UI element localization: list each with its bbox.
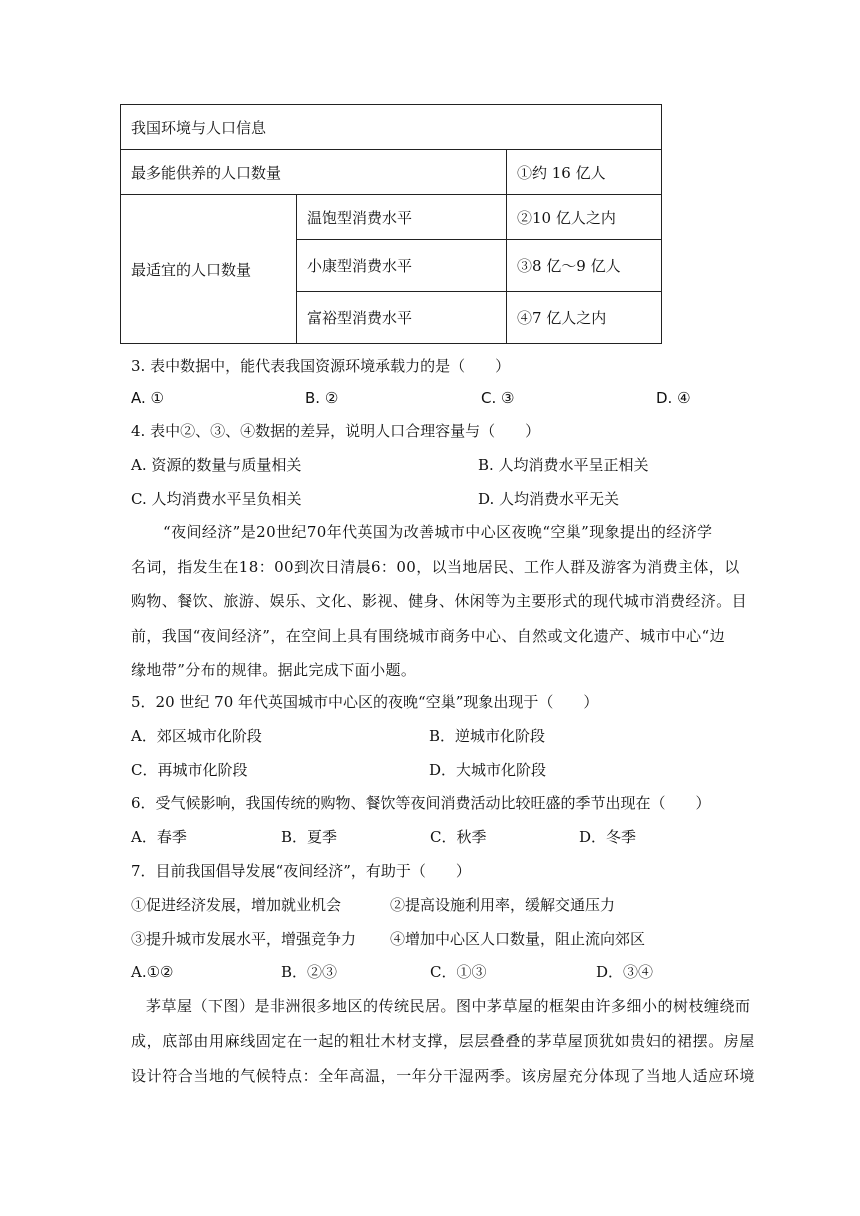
- passage-1-line: 缘地带”分布的规律。据此完成下面小题。: [131, 661, 417, 679]
- q7-option-a: A.①②: [131, 963, 174, 981]
- q4-option-a: A. 资源的数量与质量相关: [131, 456, 302, 474]
- passage-2-line: 茅草屋（下图）是非洲很多地区的传统民居。图中茅草屋的框架由许多细小的树枝缠绕而: [146, 997, 751, 1015]
- passage-1-line: 购物、餐饮、旅游、娱乐、文化、影视、健身、休闲等为主要形式的现代城市消费经济。目: [131, 592, 748, 610]
- q7-item-3: ③提升城市发展水平，增强竞争力: [131, 930, 357, 948]
- q4-option-b: B. 人均消费水平呈正相关: [478, 456, 649, 474]
- passage-1-line: 名词，指发生在18：00到次日清晨6：00，以当地居民、工作人群及游客为消费主体，以: [131, 558, 740, 576]
- q6-option-a: A．春季: [131, 828, 187, 846]
- table-cell-max-label: 最多能供养的人口数量: [121, 150, 507, 195]
- q6-option-b: B．夏季: [281, 828, 338, 846]
- passage-2-line: 设计符合当地的气候特点：全年高温，一年分干湿两季。该房屋充分体现了当地人适应环境: [131, 1067, 756, 1085]
- q3-option-d: D. ④: [656, 389, 691, 407]
- table-cell-level: 富裕型消费水平: [297, 292, 507, 344]
- q3-option-a: A. ①: [131, 389, 164, 407]
- table-cell-max-value: ①约 16 亿人: [507, 150, 662, 195]
- q5-option-c: C．再城市化阶段: [131, 761, 248, 779]
- q5-option-d: D．大城市化阶段: [429, 761, 547, 779]
- q5-option-a: A．郊区城市化阶段: [131, 727, 262, 745]
- table-cell-level: 小康型消费水平: [297, 240, 507, 292]
- passage-1-line: 前，我国“夜间经济”，在空间上具有围绕城市商务中心、自然或文化遗产、城市中心“边: [131, 627, 726, 645]
- q7-option-b: B．②③: [281, 963, 338, 981]
- question-4-stem: 4. 表中②、③、④数据的差异，说明人口合理容量与（ ）: [131, 422, 541, 440]
- table-cell-value: ④7 亿人之内: [507, 292, 662, 344]
- q6-option-c: C．秋季: [430, 828, 487, 846]
- table-cell-value: ②10 亿人之内: [507, 195, 662, 240]
- table-cell-optimal-label: 最适宜的人口数量: [121, 195, 297, 344]
- q3-option-c: C. ③: [481, 389, 515, 407]
- question-7-stem: 7．目前我国倡导发展“夜间经济”，有助于（ ）: [131, 862, 471, 880]
- q7-option-d: D．③④: [596, 963, 654, 981]
- question-5-stem: 5．20 世纪 70 年代英国城市中心区的夜晚“空巢”现象出现于（ ）: [131, 693, 599, 711]
- q4-option-d: D. 人均消费水平无关: [478, 490, 620, 508]
- q7-option-c: C．①③: [430, 963, 487, 981]
- table-cell-level: 温饱型消费水平: [297, 195, 507, 240]
- q5-option-b: B．逆城市化阶段: [429, 727, 546, 745]
- environment-population-table: [120, 104, 662, 344]
- question-3-stem: 3. 表中数据中，能代表我国资源环境承载力的是（ ）: [131, 357, 511, 375]
- table-header: 我国环境与人口信息: [121, 105, 662, 150]
- q7-item-4: ④增加中心区人口数量，阻止流向郊区: [390, 930, 646, 948]
- table-cell-value: ③8 亿～9 亿人: [507, 240, 662, 292]
- passage-1-line: “夜间经济”是20世纪70年代英国为改善城市中心区夜晚“空巢”现象提出的经济学: [163, 523, 713, 541]
- passage-2-line: 成，底部由用麻线固定在一起的粗壮木材支撑，层层叠叠的茅草屋顶犹如贵妇的裙摆。房屋: [131, 1032, 756, 1050]
- q7-item-2: ②提高设施利用率，缓解交通压力: [390, 896, 616, 914]
- q7-item-1: ①促进经济发展，增加就业机会: [131, 896, 342, 914]
- q4-option-c: C. 人均消费水平呈负相关: [131, 490, 302, 508]
- q6-option-d: D．冬季: [579, 828, 637, 846]
- question-6-stem: 6．受气候影响，我国传统的购物、餐饮等夜间消费活动比较旺盛的季节出现在（ ）: [131, 794, 711, 812]
- q3-option-b: B. ②: [305, 389, 339, 407]
